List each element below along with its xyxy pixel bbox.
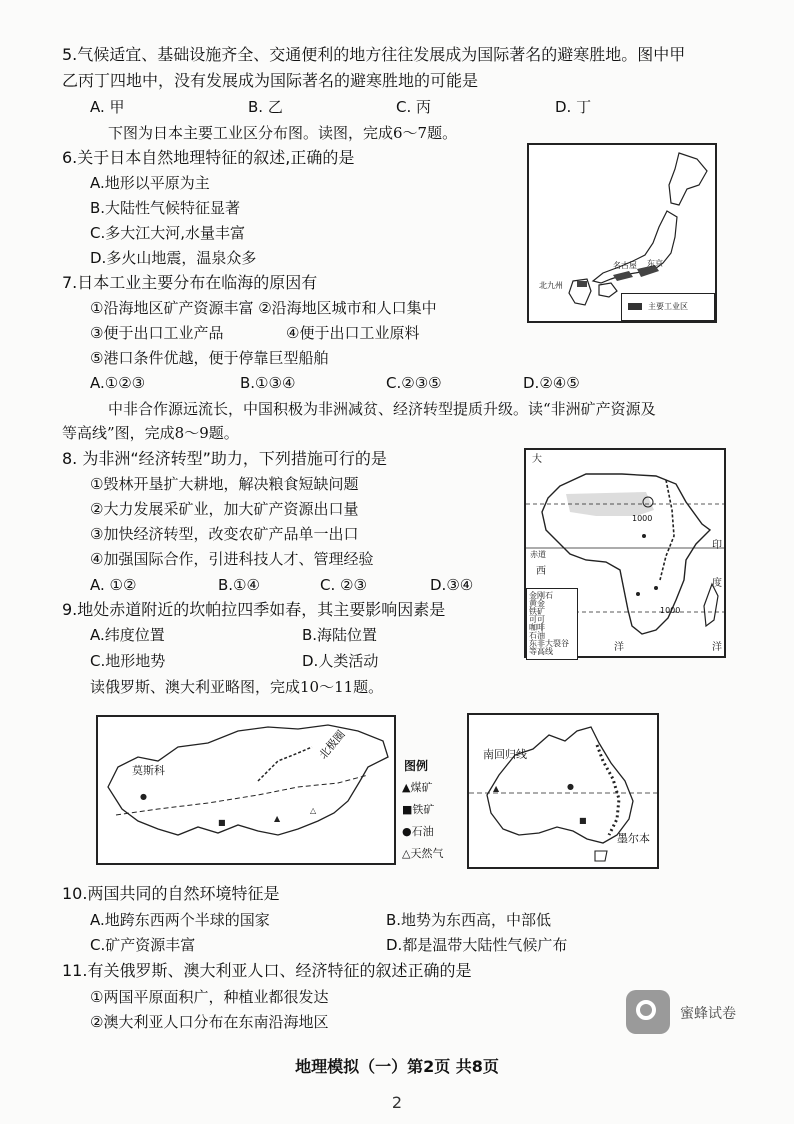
africa-label-yang-east: 洋 xyxy=(712,642,722,653)
q7-option-c[interactable]: C.②③⑤ xyxy=(386,374,442,392)
africa-label-da: 大 xyxy=(532,454,542,465)
q7-item-4: ④便于出口工业原料 xyxy=(286,324,420,342)
russia-label-moscow: 莫斯科 xyxy=(132,764,165,777)
q8-stem: 8. 为非洲“经济转型”助力，下列措施可行的是 xyxy=(62,449,387,468)
q8-item-1: ①毁林开垦扩大耕地，解决粮食短缺问题 xyxy=(90,475,359,493)
legend-gold: 黄金 xyxy=(529,599,545,608)
legend-coffee: 咖啡 xyxy=(529,623,545,632)
legend-iron-ore: ■铁矿 xyxy=(402,803,435,816)
legend-title: 图例 xyxy=(404,759,429,773)
japan-legend-label: 主要工业区 xyxy=(648,302,688,311)
q7-stem: 7.日本工业主要分布在临海的原因有 xyxy=(62,273,318,292)
q10-option-a[interactable]: A.地跨东西两个半球的国家 xyxy=(90,911,270,929)
australia-label-melbourne: 墨尔本 xyxy=(617,832,650,845)
q8-option-b[interactable]: B.①④ xyxy=(218,576,260,594)
africa-contour-label-2: 1000 xyxy=(660,606,681,615)
legend-coal: ▲煤矿 xyxy=(402,781,433,794)
q10-option-c[interactable]: C.矿产资源丰富 xyxy=(90,936,196,954)
q9-option-b[interactable]: B.海陆位置 xyxy=(302,626,378,644)
q6-stem: 6.关于日本自然地理特征的叙述,正确的是 xyxy=(62,148,355,167)
q7-item-5: ⑤港口条件优越，便于停靠巨型船舶 xyxy=(90,349,329,367)
q5-line1: 5.气候适宜、基础设施齐全、交通便利的地方往往发展成为国际著名的避寒胜地。图中甲 xyxy=(62,45,686,64)
q9-stem: 9.地处赤道附近的坎帕拉四季如春，其主要影响因素是 xyxy=(62,600,446,619)
svg-text:▲: ▲ xyxy=(274,814,281,823)
q7-item-3: ③便于出口工业产品 xyxy=(90,324,224,342)
q5-option-d[interactable]: D. 丁 xyxy=(555,98,592,116)
q7-option-b[interactable]: B.①③④ xyxy=(240,374,296,392)
africa-label-du: 度 xyxy=(712,578,722,589)
q7-item-1-2: ①沿海地区矿产资源丰富 ②沿海地区城市和人口集中 xyxy=(90,299,437,317)
legend-contour: 等高线 xyxy=(529,647,553,656)
q11-item-2: ②澳大利亚人口分布在东南沿海地区 xyxy=(90,1013,329,1031)
svg-text:△: △ xyxy=(310,806,317,815)
legend-diamond: 金刚石 xyxy=(529,591,553,600)
legend-natural-gas: △天然气 xyxy=(402,847,444,860)
legend-petroleum: ●石油 xyxy=(402,825,434,838)
africa-label-equator: 赤道 xyxy=(530,550,546,559)
q9-option-d[interactable]: D.人类活动 xyxy=(302,652,379,670)
q8-item-4: ④加强国际合作，引进科技人才、管理经验 xyxy=(90,550,374,568)
intro-10-11: 读俄罗斯、澳大利亚略图，完成10～11题。 xyxy=(90,678,384,696)
q8-option-a[interactable]: A. ①② xyxy=(90,576,137,594)
q10-option-b[interactable]: B.地势为东西高，中部低 xyxy=(386,911,552,929)
africa-minerals-map xyxy=(524,448,726,658)
russia-label-arctic-circle: 北极圈 xyxy=(316,727,348,762)
australia-label-tropic: 南回归线 xyxy=(483,748,527,761)
q5-line2: 乙丙丁四地中，没有发展成为国际著名的避寒胜地的可能是 xyxy=(62,71,479,90)
q6-option-d[interactable]: D.多火山地震，温泉众多 xyxy=(90,249,257,267)
q8-option-c[interactable]: C. ②③ xyxy=(320,576,367,594)
q8-item-3: ③加快经济转型，改变农矿产品单一出口 xyxy=(90,525,359,543)
q9-option-c[interactable]: C.地形地势 xyxy=(90,652,166,670)
legend-oil: 石油 xyxy=(529,631,545,640)
watermark-text: 蜜蜂试卷 xyxy=(680,1006,736,1022)
q9-option-a[interactable]: A.纬度位置 xyxy=(90,626,165,644)
svg-text:●: ● xyxy=(567,782,574,791)
q7-option-a[interactable]: A.①②③ xyxy=(90,374,146,392)
svg-text:▲: ▲ xyxy=(493,784,500,793)
q7-option-d[interactable]: D.②④⑤ xyxy=(523,374,580,392)
q11-stem: 11.有关俄罗斯、澳大利亚人口、经济特征的叙述正确的是 xyxy=(62,961,472,980)
africa-label-yang-west: 洋 xyxy=(614,642,624,653)
africa-label-xi: 西 xyxy=(536,566,546,577)
africa-contour-label-1: 1000 xyxy=(632,514,653,523)
q8-option-d[interactable]: D.③④ xyxy=(430,576,474,594)
page-footer: 地理模拟（一）第2页 共8页 xyxy=(295,1057,499,1076)
svg-text:■: ■ xyxy=(218,818,226,827)
watermark-logo xyxy=(626,990,670,1034)
intro-6-7: 下图为日本主要工业区分布图。读图，完成6～7题。 xyxy=(108,124,458,142)
africa-legend xyxy=(526,588,578,660)
q6-option-b[interactable]: B.大陆性气候特征显著 xyxy=(90,199,241,217)
russia-map xyxy=(96,715,396,865)
svg-text:●: ● xyxy=(140,792,147,801)
russia-australia-legend xyxy=(398,760,468,870)
q5-option-b[interactable]: B. 乙 xyxy=(248,98,283,116)
intro-8-9-line1: 中非合作源远流长，中国积极为非洲减贫、经济转型提质升级。读“非洲矿产资源及 xyxy=(108,400,656,418)
legend-cocoa: 可可 xyxy=(529,615,545,624)
q11-item-1: ①两国平原面积广，种植业都很发达 xyxy=(90,988,329,1006)
legend-rift: 东非大裂谷 xyxy=(529,639,569,648)
africa-label-yin: 印 xyxy=(712,540,722,551)
russia-outline xyxy=(98,717,394,863)
industrial-zone-swatch xyxy=(628,303,642,310)
q10-option-d[interactable]: D.都是温带大陆性气候广布 xyxy=(386,936,568,954)
intro-8-9-line2: 等高线”图，完成8～9题。 xyxy=(62,424,239,442)
q6-option-c[interactable]: C.多大江大河,水量丰富 xyxy=(90,224,246,242)
japan-label-nagoya: 名古屋 xyxy=(613,261,637,270)
japan-legend xyxy=(621,293,715,321)
q5-option-a[interactable]: A. 甲 xyxy=(90,98,125,116)
q10-stem: 10.两国共同的自然环境特征是 xyxy=(62,884,280,903)
svg-text:■: ■ xyxy=(579,816,587,825)
japan-industrial-map xyxy=(527,143,717,323)
japan-label-kitakyushu: 北九州 xyxy=(539,281,563,290)
legend-iron: 铁矿 xyxy=(529,607,545,616)
q5-option-c[interactable]: C. 丙 xyxy=(396,98,432,116)
japan-label-tokyo: 东京 xyxy=(647,259,663,268)
q6-option-a[interactable]: A.地形以平原为主 xyxy=(90,174,210,192)
page-number: 2 xyxy=(391,1093,403,1112)
australia-map xyxy=(467,713,659,869)
q8-item-2: ②大力发展采矿业，加大矿产资源出口量 xyxy=(90,500,359,518)
